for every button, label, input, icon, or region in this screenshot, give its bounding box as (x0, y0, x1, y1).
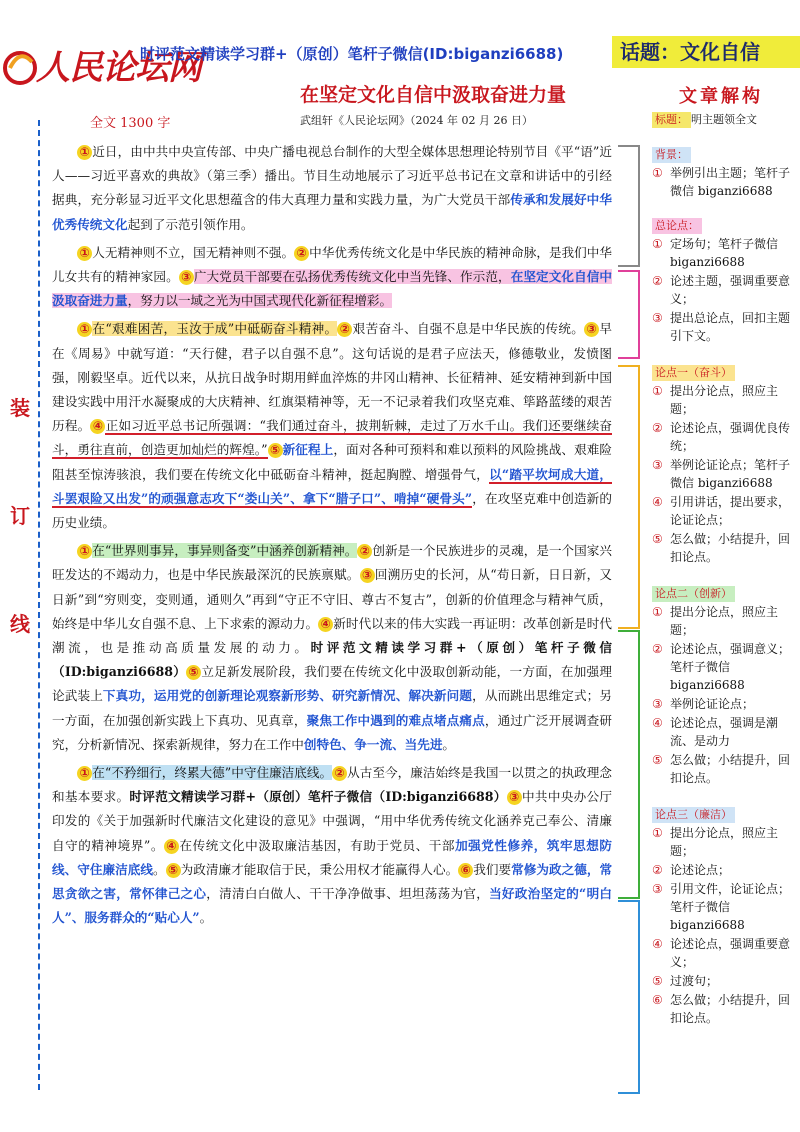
item-text: 论述论点，强调是潮流、是动力 (670, 716, 779, 748)
sentence-number: ③ (179, 270, 194, 285)
text: 回溯历史的长河，从“苟日新，日日新，又日新”到“穷则变，变则通，通则久”再到“守正不守旧、尊古不复古”，创新的价值理念与精神气质，始终是中华儿女自强不息、上下求索的源动力。 (52, 567, 612, 631)
list-item (652, 309, 790, 345)
text: 从古至今，廉洁始终是我国一以贯之的执政理念和基本要求。 (52, 765, 612, 805)
point2-block (652, 584, 790, 787)
binding-char-1: 装 (10, 396, 30, 420)
sentence-number: ⑤ (186, 665, 201, 680)
sentence-number: ③ (507, 790, 522, 805)
list-item (652, 640, 790, 694)
sentence-number: ① (77, 322, 92, 337)
sentence-number: ⑥ (458, 863, 473, 878)
sentence-number: ⑤ (166, 863, 181, 878)
item-text: 定场句；笔杆子微信 biganzi6688 (670, 237, 779, 269)
background-block (652, 145, 790, 200)
item-number: ③ (652, 882, 663, 896)
bracket-background (618, 145, 640, 267)
item-number: ⑥ (652, 993, 663, 1007)
sentence-number: ④ (164, 839, 179, 854)
text: 起到了示范引领作用。 (127, 216, 254, 232)
item-text: 论述主题，强调重要意义； (670, 274, 791, 306)
watermark-text: 时评范文精读学习群+（原创）笔杆子微信（ID:biganzi6688） (129, 789, 507, 805)
item-text: 论述论点，强调意义；笔杆子微信 biganzi6688 (670, 642, 791, 692)
sentence-number: ③ (360, 568, 375, 583)
point2-tag: 论点二（创新） (652, 586, 735, 602)
point-heading: 在“世界则事异，事异则备变”中涵养创新精神。 (92, 543, 358, 559)
text: 创新是一个民族进步的灵魂，是一个国家兴旺发达的不竭动力，也是中华民族最深沉的民族禀赋。 (52, 543, 612, 583)
text: 人无精神则不立，国无精神则不强。 (92, 244, 295, 260)
bracket-point3 (618, 900, 640, 1094)
list-item (652, 824, 790, 860)
item-number: ③ (652, 458, 663, 472)
item-number: ① (652, 237, 663, 251)
list-item (652, 419, 790, 455)
thesis-keyphrase: 在坚定文化自信中汲取奋进力量 (52, 269, 613, 309)
list-item (652, 530, 790, 566)
item-number: ② (652, 863, 663, 877)
point1-block (652, 363, 790, 566)
item-text: 提出分论点，照应主题； (670, 826, 779, 858)
text: 近日，由中共中央宣传部、中央广播电视总台制作的大型全媒体思想理论特别节目《平“语”近人——习近平喜欢的典故》（第三季）播出。节目生动地展示了习近平总书记在文章和讲话中的引经据典，充分彰显习近平文化思想蕴含的伟大真理力量和实践力量，为广大党员干部 (52, 144, 612, 208)
highlight: ，努力以一域之光为中国式现代化新征程增彩。 (127, 293, 393, 309)
item-number: ① (652, 166, 663, 180)
text: 早在《周易》中就写道：“天行健，君子以自强不息”。这句话说的是君子应法天，修德敬业，发愤图强，刚毅坚卓。近代以来，从抗日战争时期用鲜血淬炼的井冈山精神、长征精神、延安精神到新中国建设实践中用汗水凝聚成的大庆精神、红旗渠精神等，无一不记录着我们攻坚克难、筚路蓝缕的艰苦历程。 (52, 321, 613, 434)
item-number: ⑤ (652, 532, 663, 546)
text: ，通过广泛开展调查研究，分析新情况、探索新规律，努力在工作中 (52, 712, 613, 752)
item-number: ② (652, 421, 663, 435)
item-number: ④ (652, 495, 663, 509)
keyphrase: 加强党性修养，筑牢思想防线、守住廉洁底线 (52, 837, 613, 877)
item-text: 引用文件，论证论点；笔杆子微信 biganzi6688 (670, 882, 791, 932)
text: 为政清廉才能取信于民，秉公用权才能赢得人心。 (180, 861, 459, 877)
background-tag: 背景： (652, 147, 691, 163)
analysis-column (652, 88, 790, 1028)
keyphrase: 下真功，运用党的创新理论观察新形势、研究新情况、解决新问题 (102, 688, 473, 704)
sentence-number: ④ (90, 419, 105, 434)
item-number: ④ (652, 716, 663, 730)
topic-badge: 话题：文化自信 (612, 36, 800, 68)
list-item (652, 935, 790, 971)
sentence-number: ② (357, 544, 372, 559)
sentence-number: ② (337, 322, 352, 337)
sentence-number: ② (294, 246, 309, 261)
text: ，清清白白做人、干干净净做事、坦坦荡荡为官， (206, 886, 490, 902)
keyphrase: 创特色、争一流、当先进 (303, 736, 443, 752)
byline: 武组轩《人民论坛网》（2024 年 02 月 26 日） (300, 114, 533, 127)
list-item (652, 382, 790, 418)
text: 。 (199, 910, 213, 926)
paragraph-point3 (52, 761, 612, 930)
quote: 正如习近平总书记所强调：“我们通过奋斗，披荆斩棘，走过了万水千山。我们还要继续奋斗，勇往直前，创造更加灿烂的辉煌。” (52, 418, 612, 458)
list-item (652, 493, 790, 529)
point-heading: 在“艰难困苦，玉汝于成”中砥砺奋斗精神。 (92, 321, 338, 337)
sentence-number: ① (77, 544, 92, 559)
item-number: ⑤ (652, 974, 663, 988)
item-text: 引用讲话，提出要求，论证论点； (670, 495, 791, 527)
item-text: 怎么做；小结提升，回扣论点。 (670, 993, 791, 1025)
point-heading: 在“不矜细行，终累大德”中守住廉洁底线。 (92, 765, 333, 781)
item-number: ② (652, 642, 663, 656)
item-number: ③ (652, 311, 663, 325)
sentence-number: ⑤ (268, 443, 283, 458)
list-item (652, 880, 790, 934)
sentence-number: ① (77, 145, 92, 160)
paragraph-point1 (52, 317, 612, 535)
point3-tag: 论点三（廉洁） (652, 807, 735, 823)
sentence-number: ① (77, 766, 92, 781)
text: ，在攻坚克难中创造新的历史业绩。 (52, 490, 612, 531)
keyphrase: 新征程上 (282, 442, 334, 458)
sentence-number: ③ (584, 322, 599, 337)
paragraph-background (52, 140, 612, 237)
list-item (652, 861, 790, 879)
list-item (652, 751, 790, 787)
bracket-point1 (618, 365, 640, 629)
binding-char-3: 线 (10, 612, 30, 636)
article-body (52, 140, 612, 935)
watermark-text: 时评范文精读学习群+（原创）笔杆子微信（ID:biganzi6688） (52, 640, 612, 680)
text: ，从而跳出思维定式；另一方面，在加强创新实践上下真功、见真章， (52, 688, 613, 728)
keyphrase: 传承和发展好中华优秀传统文化 (52, 192, 613, 232)
text: 中华优秀传统文化是中华民族的精神命脉，是我们中华儿女共有的精神家园。 (52, 244, 613, 285)
list-item (652, 603, 790, 639)
item-text: 怎么做；小结提升，回扣论点。 (670, 753, 791, 785)
text: 我们要 (473, 861, 512, 877)
item-number: ① (652, 605, 663, 619)
list-item (652, 991, 790, 1027)
list-item (652, 235, 790, 271)
text: 立足新发展阶段，我们要在传统文化中汲取创新动能，一方面，在加强理论武装上 (52, 664, 612, 704)
item-number: ③ (652, 697, 663, 711)
highlight: 广大党员干部要在弘扬优秀传统文化中当先锋、作示范， (193, 269, 511, 285)
text: 。 (442, 736, 455, 752)
text: 中共中央办公厅印发的《关于加强新时代廉洁文化建设的意见》中强调，“用中华优秀传统文化涵养克己奉公、清廉自守的精神境界”。 (52, 789, 613, 853)
thesis-block (652, 216, 790, 345)
item-number: ① (652, 384, 663, 398)
sentence-number: ① (77, 246, 92, 261)
text: 。 (152, 861, 166, 877)
analysis-title: 文章解构 (679, 86, 763, 107)
point3-block (652, 805, 790, 1027)
headline-text: 明主题领全文 (691, 113, 757, 126)
keyphrase: 常修为政之德，常思贪欲之害，常怀律己之心 (52, 861, 613, 902)
keyphrase: 聚焦工作中遇到的难点堵点痛点 (306, 712, 485, 728)
headline-tag: 标题： (652, 112, 691, 128)
article-title: 在坚定文化自信中汲取奋进力量 (300, 84, 567, 106)
item-text: 论述论点； (670, 863, 731, 877)
sentence-number: ④ (318, 617, 333, 632)
bracket-thesis (618, 270, 640, 359)
keyphrase: 当好政治坚定的“明白人”、服务群众的“贴心人” (52, 886, 613, 926)
list-item (652, 164, 790, 200)
list-item (652, 456, 790, 492)
list-item (652, 272, 790, 308)
binding-line (38, 120, 40, 1090)
item-text: 过渡句； (670, 974, 719, 988)
list-item (652, 714, 790, 750)
item-text: 举例论证论点； (670, 697, 755, 711)
keyphrase: 以“踏平坎坷成大道，斗罢艰险又出发”的顽强意志攻下“娄山关”、拿下“腊子口”、啃掉“硬骨头” (52, 466, 612, 506)
item-text: 提出总论点，回扣主题引下文。 (670, 311, 791, 343)
item-number: ① (652, 826, 663, 840)
thesis-tag: 总论点： (652, 218, 702, 234)
paragraph-point2 (52, 539, 612, 757)
item-text: 论述论点，强调重要意义； (670, 937, 791, 969)
item-text: 论述论点，强调优良传统； (670, 421, 791, 453)
point1-tag: 论点一（奋斗） (652, 365, 735, 381)
item-text: 怎么做；小结提升，回扣论点。 (670, 532, 791, 564)
item-number: ⑤ (652, 753, 663, 767)
text: 新时代以来的伟大实践一再证明：改革创新是时代潮流，也是推动高质量发展的动力。 (52, 615, 613, 656)
item-number: ④ (652, 937, 663, 951)
item-text: 举例引出主题；笔杆子微信 biganzi6688 (670, 166, 791, 198)
banner-text: 时评范文精读学习群+（原创）笔杆子微信(ID:biganzi6688) (140, 45, 564, 63)
text: ，面对各种可预料和难以预料的风险挑战、艰难险阻甚至惊涛骇浪，我们要在传统文化中砥砺奋斗精神，挺起胸膛、增强骨气， (52, 442, 613, 482)
sentence-number: ② (332, 766, 347, 781)
item-text: 提出分论点，照应主题； (670, 384, 779, 416)
item-number: ② (652, 274, 663, 288)
logo-text: 人民论坛网 (36, 48, 201, 88)
text: 在传统文化中汲取廉洁基因，有助于党员、干部 (178, 837, 456, 853)
item-text: 提出分论点，照应主题； (670, 605, 779, 637)
paragraph-thesis (52, 241, 612, 314)
binding-char-2: 订 (10, 504, 30, 528)
list-item (652, 695, 790, 713)
text: 艰苦奋斗、自强不息是中华民族的传统。 (352, 321, 585, 337)
list-item (652, 972, 790, 990)
bracket-point2 (618, 630, 640, 899)
word-count: 全文 1300 字 (90, 116, 171, 131)
item-text: 举例论证论点；笔杆子微信 biganzi6688 (670, 458, 791, 490)
